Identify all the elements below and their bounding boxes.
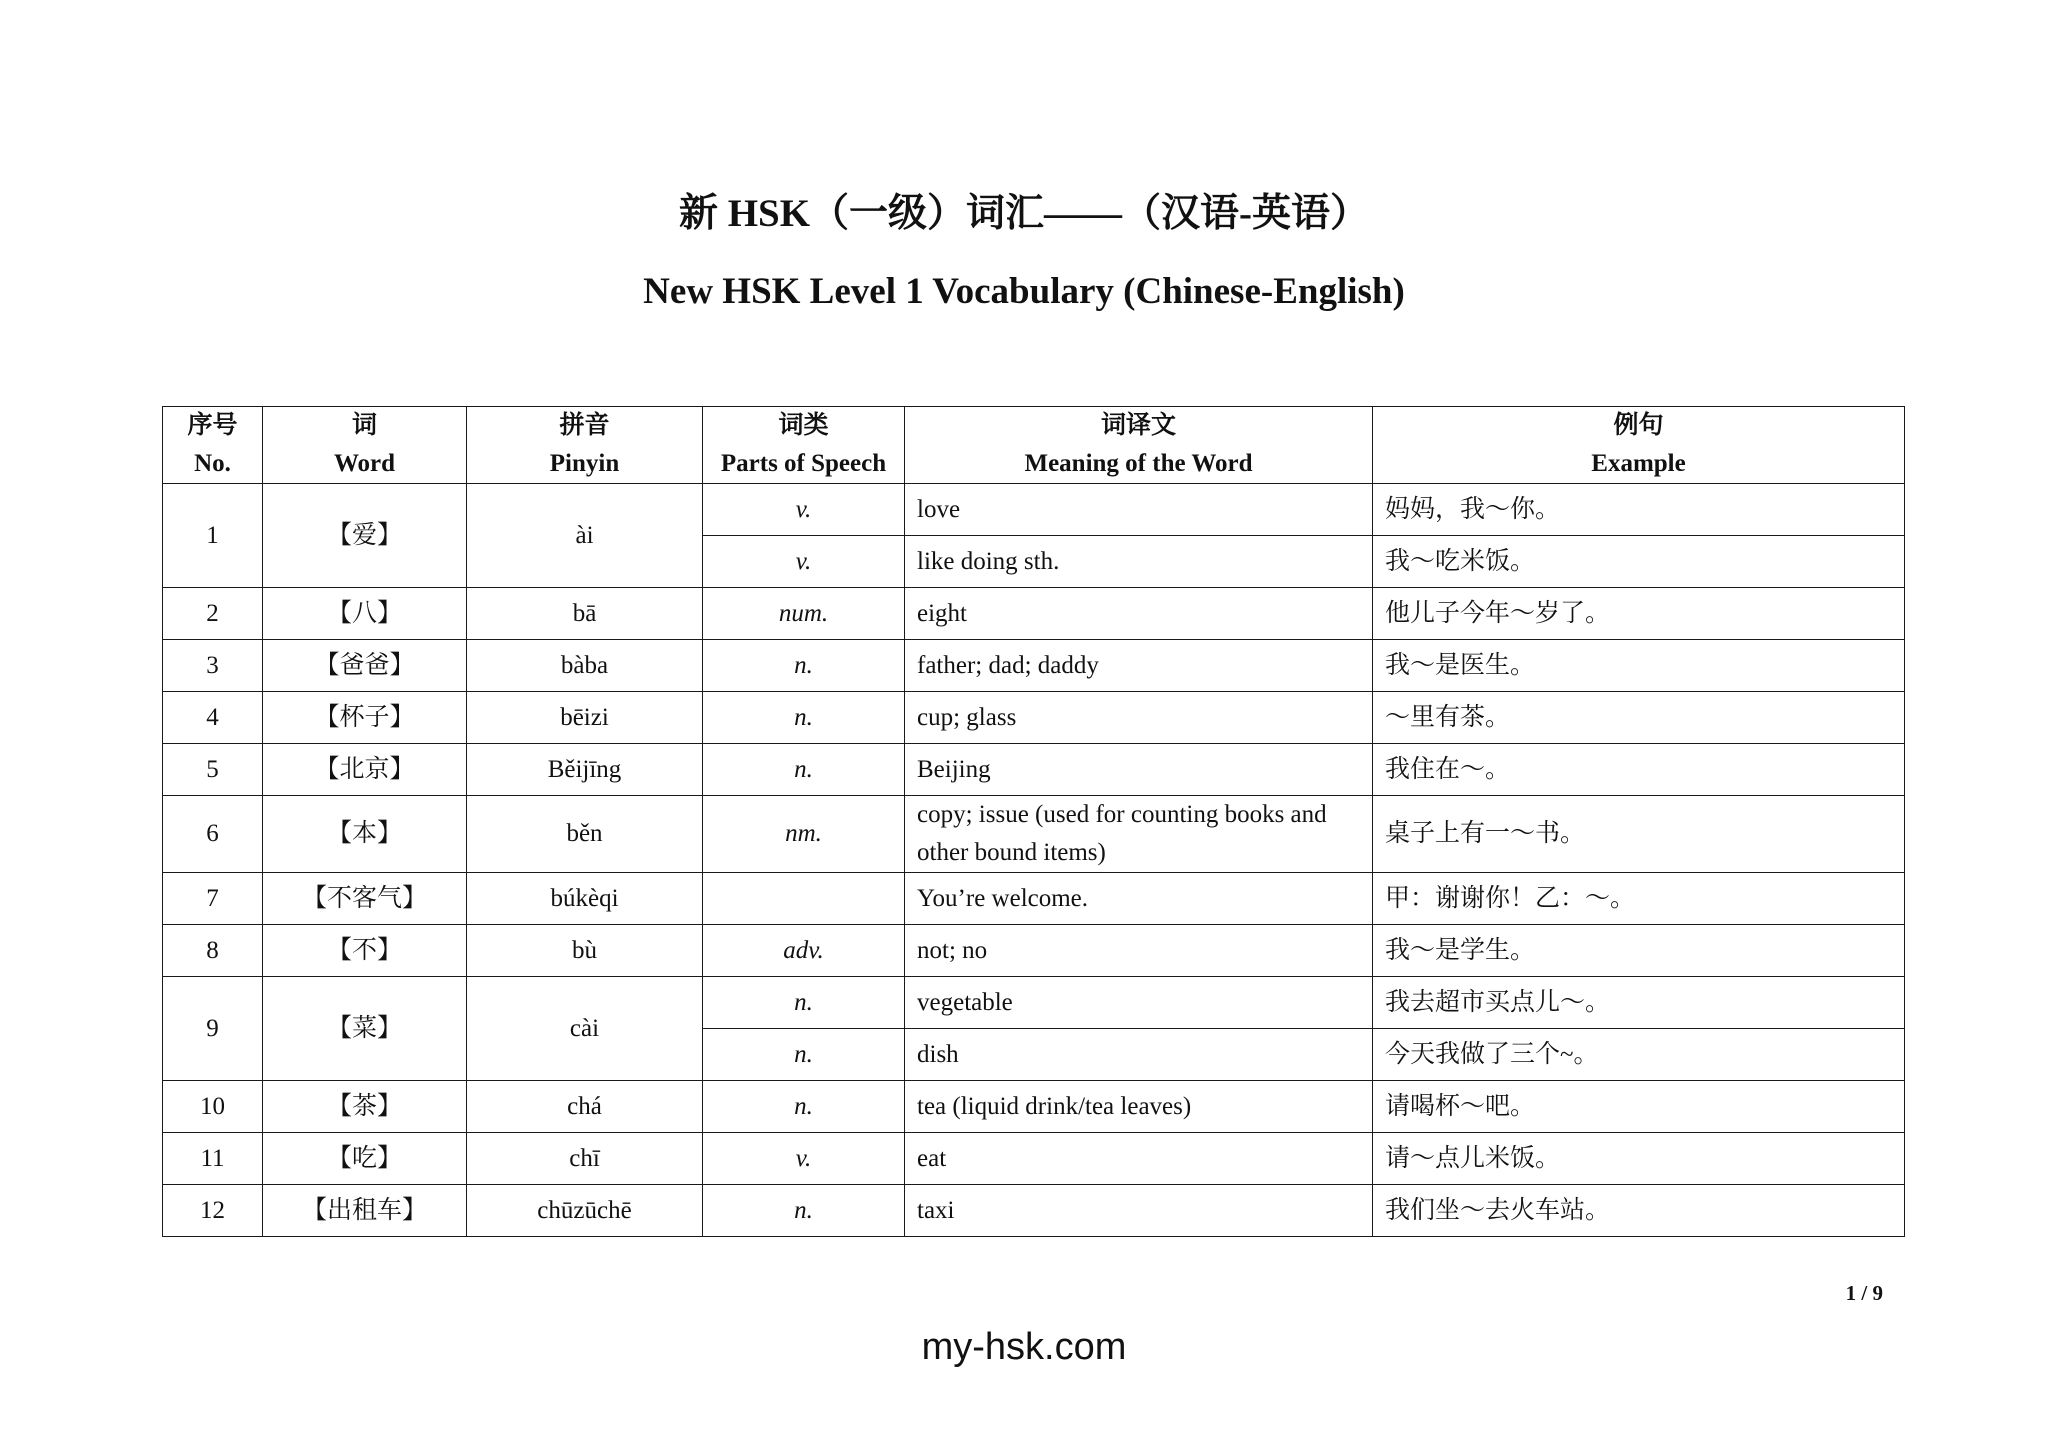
row-pinyin: bā	[467, 588, 703, 640]
row-pinyin: chá	[467, 1081, 703, 1133]
row-word: 【不】	[263, 925, 467, 977]
row-number: 3	[163, 640, 263, 692]
row-word: 【菜】	[263, 977, 467, 1081]
row-meaning: vegetable	[905, 977, 1373, 1029]
row-pos: n.	[703, 1029, 905, 1081]
row-pinyin: běn	[467, 796, 703, 873]
page-title-english: New HSK Level 1 Vocabulary (Chinese-English)	[643, 271, 1405, 312]
row-meaning: cup; glass	[905, 692, 1373, 744]
row-meaning: You’re welcome.	[905, 873, 1373, 925]
table-row	[163, 925, 1905, 977]
row-pos: v.	[703, 1133, 905, 1185]
row-meaning: taxi	[905, 1185, 1373, 1237]
vocabulary-table	[162, 406, 1905, 1237]
row-meaning: eight	[905, 588, 1373, 640]
row-number: 11	[163, 1133, 263, 1185]
row-word: 【杯子】	[263, 692, 467, 744]
row-pos: num.	[703, 588, 905, 640]
header-example: 例句 Example	[1373, 407, 1905, 484]
table-row	[163, 1185, 1905, 1237]
row-number: 5	[163, 744, 263, 796]
row-example: 我去超市买点儿～。	[1373, 977, 1905, 1029]
row-example: 他儿子今年～岁了。	[1373, 588, 1905, 640]
row-pinyin: bēizi	[467, 692, 703, 744]
row-meaning: tea (liquid drink/tea leaves)	[905, 1081, 1373, 1133]
row-pinyin: bàba	[467, 640, 703, 692]
row-example: 甲：谢谢你！乙：～。	[1373, 873, 1905, 925]
header-no: 序号 No.	[163, 407, 263, 484]
header-pinyin: 拼音 Pinyin	[467, 407, 703, 484]
row-word: 【茶】	[263, 1081, 467, 1133]
row-pos: n.	[703, 977, 905, 1029]
row-meaning: father; dad; daddy	[905, 640, 1373, 692]
row-example: 桌子上有一～书。	[1373, 796, 1905, 873]
row-number: 6	[163, 796, 263, 873]
table-row	[163, 796, 1905, 873]
table-header-row	[163, 407, 1905, 484]
row-pos: n.	[703, 640, 905, 692]
row-pos: n.	[703, 1081, 905, 1133]
table-row	[163, 1133, 1905, 1185]
header-meaning: 词译文 Meaning of the Word	[905, 407, 1373, 484]
row-number: 2	[163, 588, 263, 640]
row-pos: n.	[703, 744, 905, 796]
row-meaning: love	[905, 484, 1373, 536]
row-example: 我～是医生。	[1373, 640, 1905, 692]
row-number: 4	[163, 692, 263, 744]
row-word: 【不客气】	[263, 873, 467, 925]
row-meaning: eat	[905, 1133, 1373, 1185]
row-pinyin: chūzūchē	[467, 1185, 703, 1237]
row-pos: nm.	[703, 796, 905, 873]
row-pos: v.	[703, 484, 905, 536]
table-row	[163, 977, 1905, 1029]
row-word: 【爸爸】	[263, 640, 467, 692]
row-word: 【本】	[263, 796, 467, 873]
row-pinyin: chī	[467, 1133, 703, 1185]
row-number: 10	[163, 1081, 263, 1133]
site-footer-link[interactable]: my-hsk.com	[921, 1326, 1127, 1368]
row-word: 【出租车】	[263, 1185, 467, 1237]
table-row	[163, 1081, 1905, 1133]
row-meaning: dish	[905, 1029, 1373, 1081]
row-example: 今天我做了三个~。	[1373, 1029, 1905, 1081]
header-parts-of-speech: 词类 Parts of Speech	[703, 407, 905, 484]
row-pinyin: bù	[467, 925, 703, 977]
row-pos: adv.	[703, 925, 905, 977]
row-pinyin: ài	[467, 484, 703, 588]
row-number: 1	[163, 484, 263, 588]
row-word: 【吃】	[263, 1133, 467, 1185]
row-word: 【八】	[263, 588, 467, 640]
row-pinyin: búkèqi	[467, 873, 703, 925]
row-number: 9	[163, 977, 263, 1081]
table-row	[163, 873, 1905, 925]
row-pos: v.	[703, 536, 905, 588]
table-row	[163, 484, 1905, 536]
row-pos	[703, 873, 905, 925]
row-meaning: like doing sth.	[905, 536, 1373, 588]
row-number: 12	[163, 1185, 263, 1237]
row-word: 【北京】	[263, 744, 467, 796]
header-word: 词 Word	[263, 407, 467, 484]
page-title-chinese: 新 HSK（一级）词汇——（汉语-英语）	[678, 192, 1370, 235]
row-example: ～里有茶。	[1373, 692, 1905, 744]
row-example: 我住在～。	[1373, 744, 1905, 796]
table-row	[163, 640, 1905, 692]
row-example: 我～吃米饭。	[1373, 536, 1905, 588]
row-meaning: not; no	[905, 925, 1373, 977]
row-pos: n.	[703, 692, 905, 744]
table-row	[163, 692, 1905, 744]
row-pinyin: Běijīng	[467, 744, 703, 796]
table-row	[163, 588, 1905, 640]
row-example: 请～点儿米饭。	[1373, 1133, 1905, 1185]
row-pinyin: cài	[467, 977, 703, 1081]
row-example: 妈妈，我～你。	[1373, 484, 1905, 536]
row-pos: n.	[703, 1185, 905, 1237]
row-example: 请喝杯～吧。	[1373, 1081, 1905, 1133]
row-number: 8	[163, 925, 263, 977]
row-meaning: Beijing	[905, 744, 1373, 796]
row-number: 7	[163, 873, 263, 925]
table-body	[163, 484, 1905, 1237]
row-meaning: copy; issue (used for counting books and other bound items)	[905, 796, 1373, 873]
row-word: 【爱】	[263, 484, 467, 588]
page-number: 1 / 9	[1845, 1281, 1883, 1305]
table-row	[163, 744, 1905, 796]
row-example: 我们坐～去火车站。	[1373, 1185, 1905, 1237]
row-example: 我～是学生。	[1373, 925, 1905, 977]
